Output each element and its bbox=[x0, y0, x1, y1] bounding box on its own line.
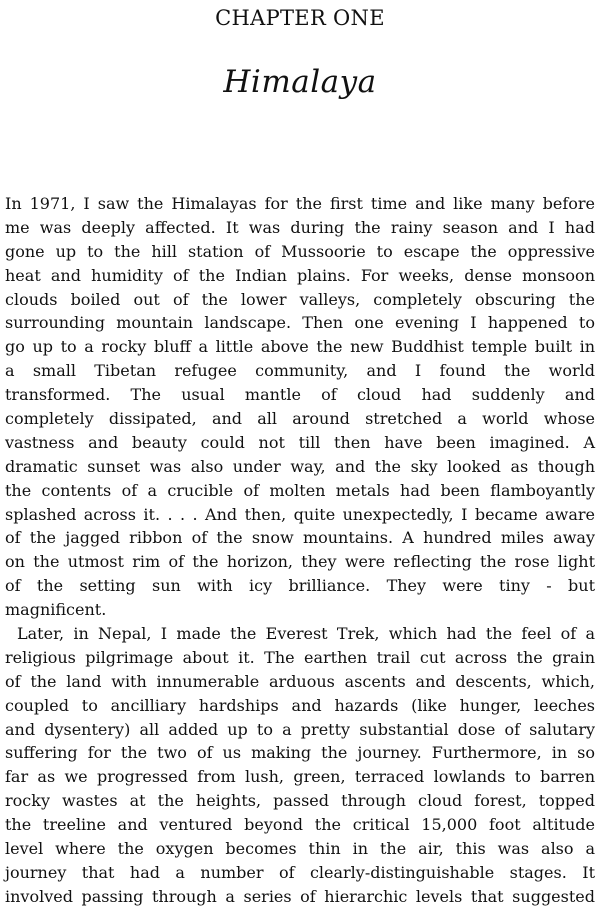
text-line: of the land with innumerable arduous ascents and descents, which, bbox=[5, 671, 595, 691]
text-line: completely dissipated, and all around stretched a world whose bbox=[5, 409, 595, 429]
text-line: journey that had a number of clearly-distinguishable stages. It bbox=[5, 862, 595, 882]
text-line: heat and humidity of the Indian plains. For weeks, dense monsoon bbox=[5, 265, 595, 285]
text-line: on the utmost rim of the horizon, they were reflecting the rose light bbox=[5, 552, 595, 572]
text-line: go up to a rocky bluff a little above the new Buddhist temple built in bbox=[5, 337, 595, 357]
text-line: gone up to the hill station of Mussoorie to escape the oppressive bbox=[5, 241, 595, 261]
text-line: transformed. The usual mantle of cloud had suddenly and bbox=[5, 385, 595, 405]
text-line: the treeline and ventured beyond the critical 15,000 foot altitude bbox=[5, 815, 595, 835]
text-line: vastness and beauty could not till then have been imagined. A bbox=[5, 432, 595, 452]
text-line: involved passing through a series of hierarchic levels that suggested bbox=[5, 886, 595, 906]
text-line: rocky wastes at the heights, passed through cloud forest, topped bbox=[5, 791, 595, 811]
chapter-title: Himalaya bbox=[223, 64, 377, 100]
text-line: dramatic sunset was also under way, and the sky looked as though bbox=[5, 456, 595, 476]
text-line: Later, in Nepal, I made the Everest Trek, which had the feel of a bbox=[17, 624, 595, 644]
text-line: a small Tibetan refugee community, and I found the world bbox=[5, 361, 595, 381]
body-text bbox=[5, 192, 595, 909]
text-line: clouds boiled out of the lower valleys, completely obscuring the bbox=[5, 289, 595, 309]
text-line: the contents of a crucible of molten metals had been flamboyantly bbox=[5, 480, 595, 500]
text-line: In 1971, I saw the Himalayas for the first time and like many before bbox=[5, 194, 595, 213]
text-line: me was deeply affected. It was during the rainy season and I had bbox=[5, 217, 595, 237]
text-line: of the setting sun with icy brilliance. They were tiny - but bbox=[5, 576, 595, 596]
text-line: religious pilgrimage about it. The earthen trail cut across the grain bbox=[5, 647, 595, 667]
text-line: level where the oxygen becomes thin in the air, this was also a bbox=[5, 839, 595, 859]
text-line: magnificent. bbox=[5, 600, 107, 620]
text-line: of the jagged ribbon of the snow mountains. A hundred miles away bbox=[5, 528, 595, 548]
text-line: surrounding mountain landscape. Then one evening I happened to bbox=[5, 313, 595, 333]
text-line: far as we progressed from lush, green, terraced lowlands to barren bbox=[5, 767, 595, 787]
text-line: splashed across it. . . . And then, quite unexpectedly, I became aware bbox=[5, 504, 595, 524]
chapter-label: CHAPTER ONE bbox=[215, 6, 385, 30]
text-line: and dysentery) all added up to a pretty substantial dose of salutary bbox=[5, 719, 595, 739]
text-line: coupled to ancilliary hardships and hazards (like hunger, leeches bbox=[5, 695, 595, 715]
text-line: suffering for the two of us making the journey. Furthermore, in so bbox=[5, 743, 595, 763]
